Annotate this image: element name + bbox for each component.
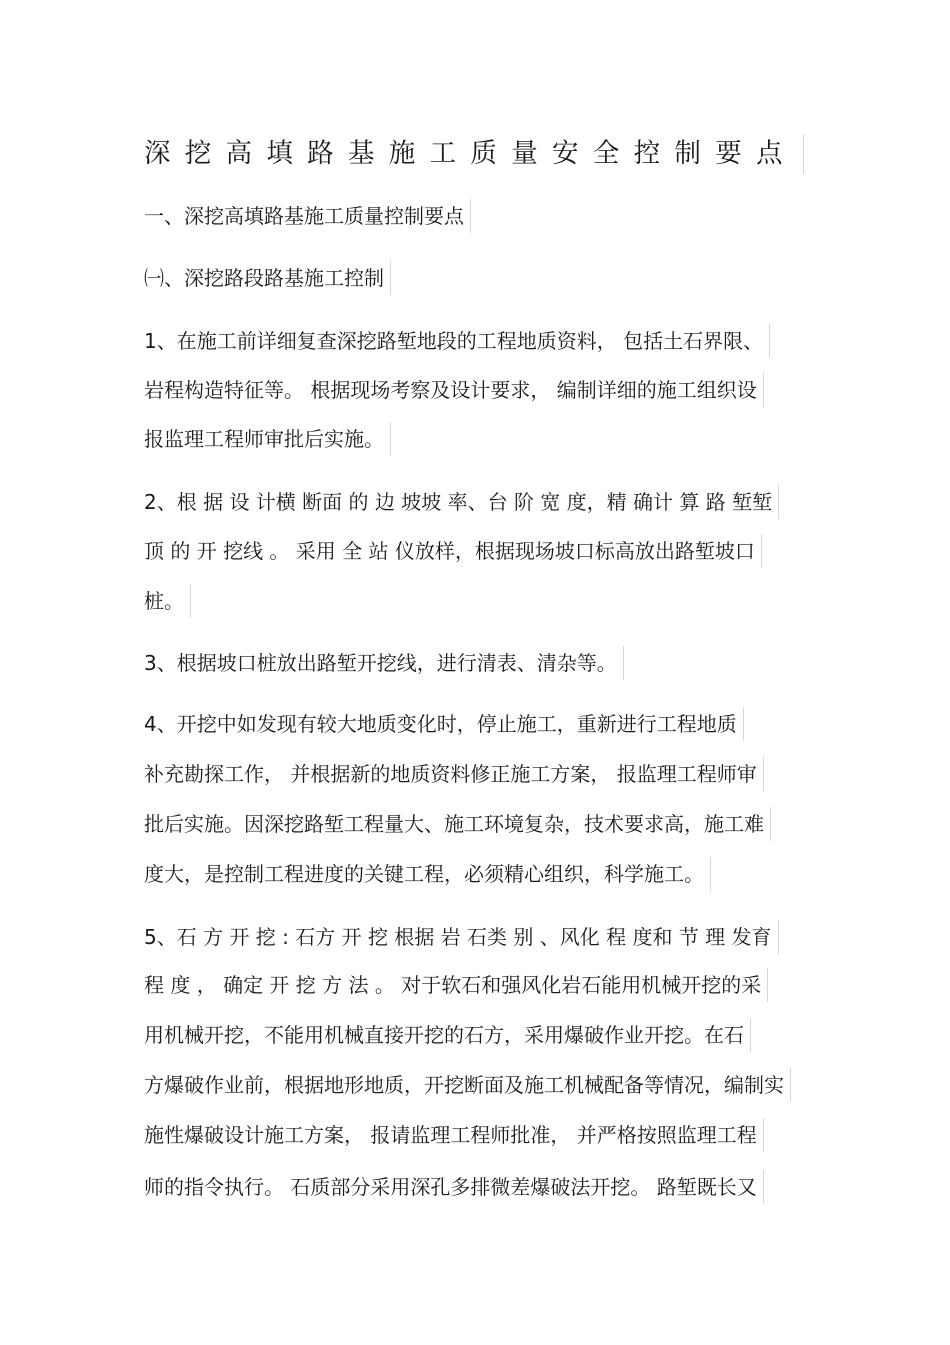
paragraph-line: 顶 的 开 挖线 。 采用 全 站 仪放样，根据现场坡口标高放出路堑坡口	[144, 534, 762, 568]
paragraph-line: 度大，是控制工程进度的关键工程，必须精心组织，科学施工。	[144, 857, 711, 891]
paragraph-line: 4、开挖中如发现有较大地质变化时，停止施工，重新进行工程地质	[144, 707, 744, 741]
paragraph-line: 1、在施工前详细复查深挖路堑地段的工程地质资料， 包括土石界限、	[144, 324, 770, 358]
section-heading: 一、深挖高填路基施工质量控制要点	[144, 199, 471, 233]
paragraph-line: 施性爆破设计施工方案， 报请监理工程师批准， 并严格按照监理工程	[144, 1118, 764, 1152]
paragraph-line: 用机械开挖，不能用机械直接开挖的石方，采用爆破作业开挖。在石	[144, 1018, 751, 1052]
paragraph-line: 2、根 据 设 计横 断面 的 边 坡坡 率、台 阶 宽 度，精 确计 算 路 堑堑	[144, 485, 779, 519]
paragraph-line: 5、石 方 开 挖 : 石方 开 挖 根据 岩 石类 别 、风化 程 度和 节 理 发育	[144, 920, 779, 954]
paragraph-line: 桩。	[144, 584, 191, 618]
paragraph-line: 师的指令执行。 石质部分采用深孔多排微差爆破法开挖。 路堑既长又	[144, 1170, 764, 1204]
paragraph-line: 报监理工程师审批后实施。	[144, 422, 391, 456]
document-title: 深挖高填路基施工质量安全控制要点	[144, 134, 804, 174]
paragraph-line: 3、根据坡口桩放出路堑开挖线，进行清表、清杂等。	[144, 646, 624, 680]
paragraph-line: 批后实施。因深挖路堑工程量大、施工环境复杂，技术要求高，施工难	[144, 807, 771, 841]
paragraph-line: 岩程构造特征等。 根据现场考察及设计要求， 编制详细的施工组织设	[144, 373, 764, 407]
paragraph-line: 方爆破作业前，根据地形地质，开挖断面及施工机械配备等情况，编制实	[144, 1068, 791, 1102]
paragraph-line: 补充勘探工作， 并根据新的地质资料修正施工方案， 报监理工程师审	[144, 757, 764, 791]
paragraph-line: 程 度 ， 确定 开 挖 方 法 。 对于软石和强风化岩石能用机械开挖的采	[144, 968, 768, 1002]
subsection-heading: ㈠、深挖路段路基施工控制	[144, 261, 391, 295]
